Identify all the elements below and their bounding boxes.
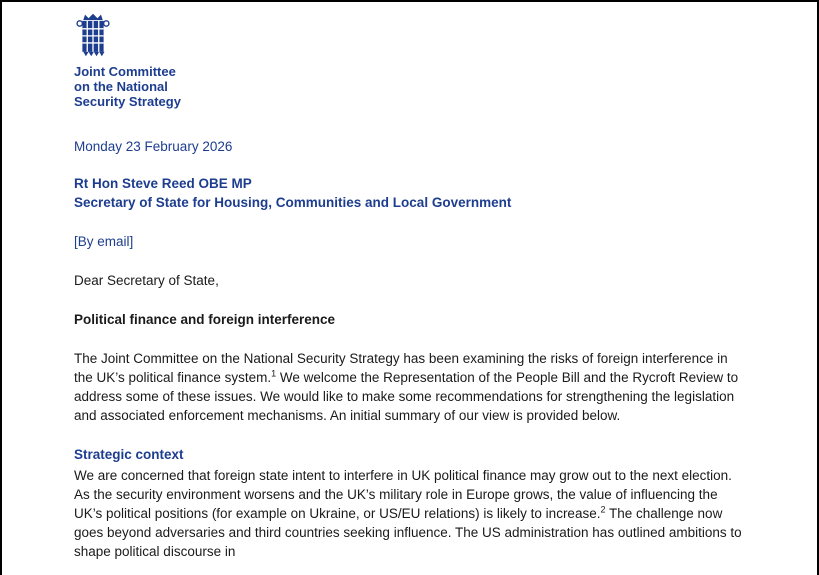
committee-name-line-2: on the National xyxy=(74,79,168,94)
letter-date: Monday 23 February 2026 xyxy=(74,139,233,154)
recipient-title: Secretary of State for Housing, Communities and Local Government xyxy=(74,195,512,210)
section-heading-strategic-context: Strategic context xyxy=(74,447,184,462)
paragraph-1-text-cont: We welcome the Representation of the People Bill and the Rycroft Review to address some of these issues. We would like to make some recommendations for strengthening the legislation and associated enforcement mechanisms. An initial summary of our view is provided below. xyxy=(74,370,739,423)
delivery-method: [By email] xyxy=(74,234,134,249)
salutation: Dear Secretary of State, xyxy=(74,273,219,288)
recipient-name: Rt Hon Steve Reed OBE MP xyxy=(74,176,252,191)
letterhead xyxy=(74,12,745,109)
body-paragraph-2 xyxy=(74,466,745,561)
paragraph-2-text: We are concerned that foreign state intent to interfere in UK political finance may grow out to the next election. As the security environment worsens and the UK’s military role in Europe grows, the value of influencing the UK’s political positions (for example on Ukraine, or US/EU relations) is likely to increase. xyxy=(74,468,732,521)
recipient-block xyxy=(74,174,745,212)
subject-heading: Political finance and foreign interference xyxy=(74,312,336,327)
paragraph-2-text-cont: The challenge now goes beyond adversaries and third countries seeking influence. The US administration has outlined ambitions to shape political discourse in xyxy=(74,506,742,559)
portcullis-icon xyxy=(74,12,745,58)
body-paragraph-1 xyxy=(74,349,745,425)
committee-name-line-3: Security Strategy xyxy=(74,94,181,109)
footnote-ref-2: 2 xyxy=(600,504,606,515)
committee-name-line-1: Joint Committee xyxy=(74,64,176,79)
committee-name xyxy=(74,64,745,109)
footnote-ref-1: 1 xyxy=(271,368,277,379)
paragraph-1-text: The Joint Committee on the National Security Strategy has been examining the risks of foreign interference in the UK’s political finance system. xyxy=(74,351,728,385)
